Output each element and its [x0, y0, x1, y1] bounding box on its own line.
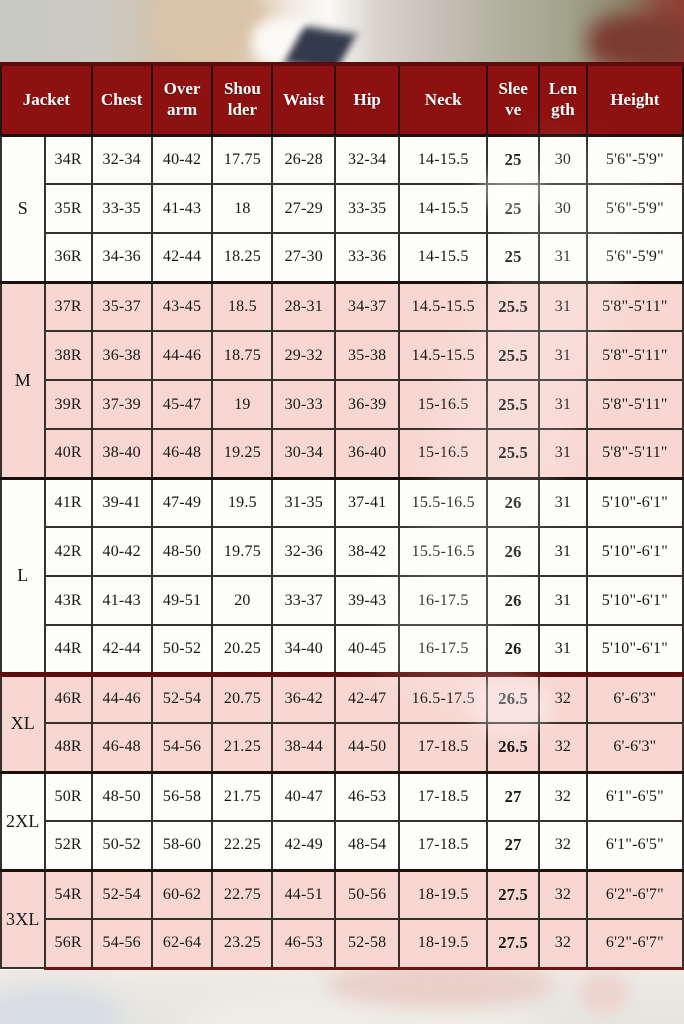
cell-shoulder: 19.75 [212, 527, 272, 576]
cell-length: 31 [539, 625, 587, 674]
cell-height: 5'10"-6'1" [587, 527, 683, 576]
table-row [1, 919, 683, 968]
cell-sleeve: 26 [487, 625, 539, 674]
cell-length: 31 [539, 478, 587, 527]
cell-length: 31 [539, 380, 587, 429]
cell-jacket: 52R [45, 821, 92, 870]
cell-overarm: 41-43 [152, 184, 213, 233]
cell-length: 32 [539, 821, 587, 870]
cell-jacket: 38R [45, 331, 92, 380]
cell-length: 32 [539, 723, 587, 772]
size-group-label: 2XL [1, 772, 45, 870]
cell-height: 5'6"-5'9" [587, 135, 683, 184]
cell-overarm: 48-50 [152, 527, 213, 576]
cell-hip: 46-53 [335, 772, 399, 821]
size-group-label: 3XL [1, 870, 45, 968]
cell-chest: 52-54 [92, 870, 152, 919]
cell-hip: 34-37 [335, 282, 399, 331]
cell-length: 31 [539, 233, 587, 282]
cell-height: 5'6"-5'9" [587, 233, 683, 282]
cell-chest: 44-46 [92, 674, 152, 723]
cell-shoulder: 20 [212, 576, 272, 625]
cell-length: 31 [539, 429, 587, 478]
cell-height: 6'2"-6'7" [587, 870, 683, 919]
cell-waist: 28-31 [272, 282, 335, 331]
cell-sleeve: 25 [487, 233, 539, 282]
cell-neck: 14-15.5 [399, 135, 487, 184]
foliage-photo-blur [588, 14, 684, 62]
size-chart-table [0, 62, 684, 970]
cell-shoulder: 22.75 [212, 870, 272, 919]
cell-length: 31 [539, 576, 587, 625]
table-row [1, 576, 683, 625]
size-group-label: XL [1, 674, 45, 772]
cell-overarm: 42-44 [152, 233, 213, 282]
cell-shoulder: 19 [212, 380, 272, 429]
cell-chest: 37-39 [92, 380, 152, 429]
cell-jacket: 42R [45, 527, 92, 576]
suit-photo-blur [180, 990, 540, 1024]
cell-length: 31 [539, 331, 587, 380]
table-row [1, 625, 683, 674]
cell-neck: 16-17.5 [399, 625, 487, 674]
size-group-label: L [1, 478, 45, 674]
cell-length: 32 [539, 919, 587, 968]
cell-neck: 15.5-16.5 [399, 527, 487, 576]
cell-jacket: 46R [45, 674, 92, 723]
pink-dot-photo-blur [578, 972, 630, 1014]
cell-neck: 16-17.5 [399, 576, 487, 625]
col-header-jacket: Jacket [1, 64, 92, 135]
cell-shoulder: 18.25 [212, 233, 272, 282]
cell-overarm: 54-56 [152, 723, 213, 772]
cell-chest: 54-56 [92, 919, 152, 968]
blue-gray-photo-blur [0, 986, 126, 1024]
cell-overarm: 52-54 [152, 674, 213, 723]
cell-hip: 36-39 [335, 380, 399, 429]
cell-height: 6'1"-6'5" [587, 772, 683, 821]
cell-neck: 15.5-16.5 [399, 478, 487, 527]
cell-neck: 15-16.5 [399, 429, 487, 478]
cell-neck: 14-15.5 [399, 233, 487, 282]
cell-sleeve: 25.5 [487, 331, 539, 380]
cell-length: 30 [539, 135, 587, 184]
size-group-label: S [1, 135, 45, 282]
cell-waist: 38-44 [272, 723, 335, 772]
cell-sleeve: 27.5 [487, 870, 539, 919]
cell-jacket: 36R [45, 233, 92, 282]
cell-length: 31 [539, 282, 587, 331]
cell-overarm: 47-49 [152, 478, 213, 527]
cell-jacket: 50R [45, 772, 92, 821]
suit-collar-photo-blur [284, 26, 357, 62]
cell-waist: 40-47 [272, 772, 335, 821]
cell-hip: 40-45 [335, 625, 399, 674]
cell-height: 5'8"-5'11" [587, 429, 683, 478]
table-row [1, 184, 683, 233]
cell-hip: 35-38 [335, 331, 399, 380]
cell-jacket: 56R [45, 919, 92, 968]
cell-overarm: 46-48 [152, 429, 213, 478]
table-row [1, 331, 683, 380]
cell-shoulder: 22.25 [212, 821, 272, 870]
cell-waist: 26-28 [272, 135, 335, 184]
cell-overarm: 49-51 [152, 576, 213, 625]
cell-sleeve: 26 [487, 478, 539, 527]
cell-sleeve: 25.5 [487, 429, 539, 478]
table-row [1, 674, 683, 723]
cell-height: 6'2"-6'7" [587, 919, 683, 968]
cell-shoulder: 19.25 [212, 429, 272, 478]
cell-jacket: 41R [45, 478, 92, 527]
cell-length: 32 [539, 674, 587, 723]
col-header-hip: Hip [335, 64, 399, 135]
cell-jacket: 43R [45, 576, 92, 625]
table-row [1, 282, 683, 331]
cell-hip: 48-54 [335, 821, 399, 870]
col-header-shoulder: Shou lder [212, 64, 272, 135]
cell-waist: 27-30 [272, 233, 335, 282]
cell-hip: 44-50 [335, 723, 399, 772]
table-row [1, 135, 683, 184]
cell-sleeve: 27 [487, 821, 539, 870]
rose-photo-blur [326, 970, 556, 1008]
cell-waist: 42-49 [272, 821, 335, 870]
cell-hip: 36-40 [335, 429, 399, 478]
cell-shoulder: 20.25 [212, 625, 272, 674]
cell-jacket: 35R [45, 184, 92, 233]
cell-neck: 17-18.5 [399, 772, 487, 821]
cell-sleeve: 27.5 [487, 919, 539, 968]
cell-neck: 18-19.5 [399, 870, 487, 919]
cell-hip: 32-34 [335, 135, 399, 184]
cell-length: 32 [539, 772, 587, 821]
cell-chest: 36-38 [92, 331, 152, 380]
cell-overarm: 43-45 [152, 282, 213, 331]
background-photo-bottom [0, 970, 684, 1024]
col-header-length: Len gth [539, 64, 587, 135]
size-group-label: M [1, 282, 45, 478]
cell-sleeve: 25.5 [487, 380, 539, 429]
cell-height: 6'-6'3" [587, 723, 683, 772]
table-row [1, 429, 683, 478]
cell-jacket: 37R [45, 282, 92, 331]
cell-shoulder: 21.25 [212, 723, 272, 772]
size-chart-header-row [1, 64, 683, 135]
cell-height: 5'10"-6'1" [587, 625, 683, 674]
cell-chest: 40-42 [92, 527, 152, 576]
cell-sleeve: 25 [487, 184, 539, 233]
cell-sleeve: 26.5 [487, 674, 539, 723]
cell-waist: 33-37 [272, 576, 335, 625]
cell-height: 5'10"-6'1" [587, 576, 683, 625]
shirt-photo-blur [252, 18, 326, 62]
cell-neck: 17-18.5 [399, 821, 487, 870]
cell-waist: 32-36 [272, 527, 335, 576]
cell-hip: 33-36 [335, 233, 399, 282]
cell-chest: 39-41 [92, 478, 152, 527]
cell-chest: 46-48 [92, 723, 152, 772]
cell-waist: 29-32 [272, 331, 335, 380]
cell-waist: 46-53 [272, 919, 335, 968]
cell-jacket: 54R [45, 870, 92, 919]
cell-hip: 39-43 [335, 576, 399, 625]
cell-jacket: 39R [45, 380, 92, 429]
cell-overarm: 50-52 [152, 625, 213, 674]
table-row [1, 478, 683, 527]
cell-height: 6'1"-6'5" [587, 821, 683, 870]
table-row [1, 723, 683, 772]
cell-waist: 34-40 [272, 625, 335, 674]
cell-neck: 14.5-15.5 [399, 331, 487, 380]
cell-neck: 16.5-17.5 [399, 674, 487, 723]
cell-hip: 33-35 [335, 184, 399, 233]
cell-neck: 14-15.5 [399, 184, 487, 233]
cell-shoulder: 18.5 [212, 282, 272, 331]
cell-height: 5'8"-5'11" [587, 282, 683, 331]
cell-shoulder: 19.5 [212, 478, 272, 527]
cell-length: 31 [539, 527, 587, 576]
cell-waist: 31-35 [272, 478, 335, 527]
cell-chest: 33-35 [92, 184, 152, 233]
col-header-waist: Waist [272, 64, 335, 135]
cell-neck: 15-16.5 [399, 380, 487, 429]
cell-chest: 41-43 [92, 576, 152, 625]
col-header-sleeve: Slee ve [487, 64, 539, 135]
cell-waist: 36-42 [272, 674, 335, 723]
cell-neck: 17-18.5 [399, 723, 487, 772]
cell-neck: 14.5-15.5 [399, 282, 487, 331]
cell-hip: 38-42 [335, 527, 399, 576]
table-row [1, 527, 683, 576]
cell-jacket: 44R [45, 625, 92, 674]
cell-hip: 42-47 [335, 674, 399, 723]
col-header-overarm: Over arm [152, 64, 213, 135]
cell-chest: 48-50 [92, 772, 152, 821]
cell-height: 5'8"-5'11" [587, 331, 683, 380]
cell-chest: 34-36 [92, 233, 152, 282]
background-photo-top [0, 0, 684, 62]
table-row [1, 233, 683, 282]
col-header-chest: Chest [92, 64, 152, 135]
cell-shoulder: 18 [212, 184, 272, 233]
cell-jacket: 48R [45, 723, 92, 772]
cell-overarm: 44-46 [152, 331, 213, 380]
cell-overarm: 62-64 [152, 919, 213, 968]
cell-overarm: 45-47 [152, 380, 213, 429]
cell-height: 5'8"-5'11" [587, 380, 683, 429]
cell-neck: 18-19.5 [399, 919, 487, 968]
cell-sleeve: 26 [487, 576, 539, 625]
cell-chest: 38-40 [92, 429, 152, 478]
cell-shoulder: 20.75 [212, 674, 272, 723]
cell-sleeve: 26.5 [487, 723, 539, 772]
col-header-height: Height [587, 64, 683, 135]
cell-height: 5'10"-6'1" [587, 478, 683, 527]
cell-sleeve: 27 [487, 772, 539, 821]
cell-length: 32 [539, 870, 587, 919]
cell-jacket: 34R [45, 135, 92, 184]
cell-overarm: 60-62 [152, 870, 213, 919]
cell-sleeve: 26 [487, 527, 539, 576]
cell-overarm: 56-58 [152, 772, 213, 821]
cell-waist: 44-51 [272, 870, 335, 919]
table-row [1, 870, 683, 919]
cell-chest: 35-37 [92, 282, 152, 331]
cell-jacket: 40R [45, 429, 92, 478]
cell-chest: 50-52 [92, 821, 152, 870]
cell-length: 30 [539, 184, 587, 233]
cell-waist: 30-33 [272, 380, 335, 429]
cell-height: 6'-6'3" [587, 674, 683, 723]
cell-sleeve: 25.5 [487, 282, 539, 331]
cell-waist: 27-29 [272, 184, 335, 233]
cell-hip: 52-58 [335, 919, 399, 968]
cell-height: 5'6"-5'9" [587, 184, 683, 233]
table-row [1, 380, 683, 429]
cell-overarm: 40-42 [152, 135, 213, 184]
cell-overarm: 58-60 [152, 821, 213, 870]
cell-chest: 32-34 [92, 135, 152, 184]
table-row [1, 772, 683, 821]
table-row [1, 821, 683, 870]
cell-sleeve: 25 [487, 135, 539, 184]
cell-chest: 42-44 [92, 625, 152, 674]
cell-hip: 37-41 [335, 478, 399, 527]
cell-shoulder: 21.75 [212, 772, 272, 821]
cell-hip: 50-56 [335, 870, 399, 919]
cell-shoulder: 18.75 [212, 331, 272, 380]
col-header-neck: Neck [399, 64, 487, 135]
cell-shoulder: 17.75 [212, 135, 272, 184]
beard-photo-blur [148, 0, 268, 62]
cell-shoulder: 23.25 [212, 919, 272, 968]
cell-waist: 30-34 [272, 429, 335, 478]
